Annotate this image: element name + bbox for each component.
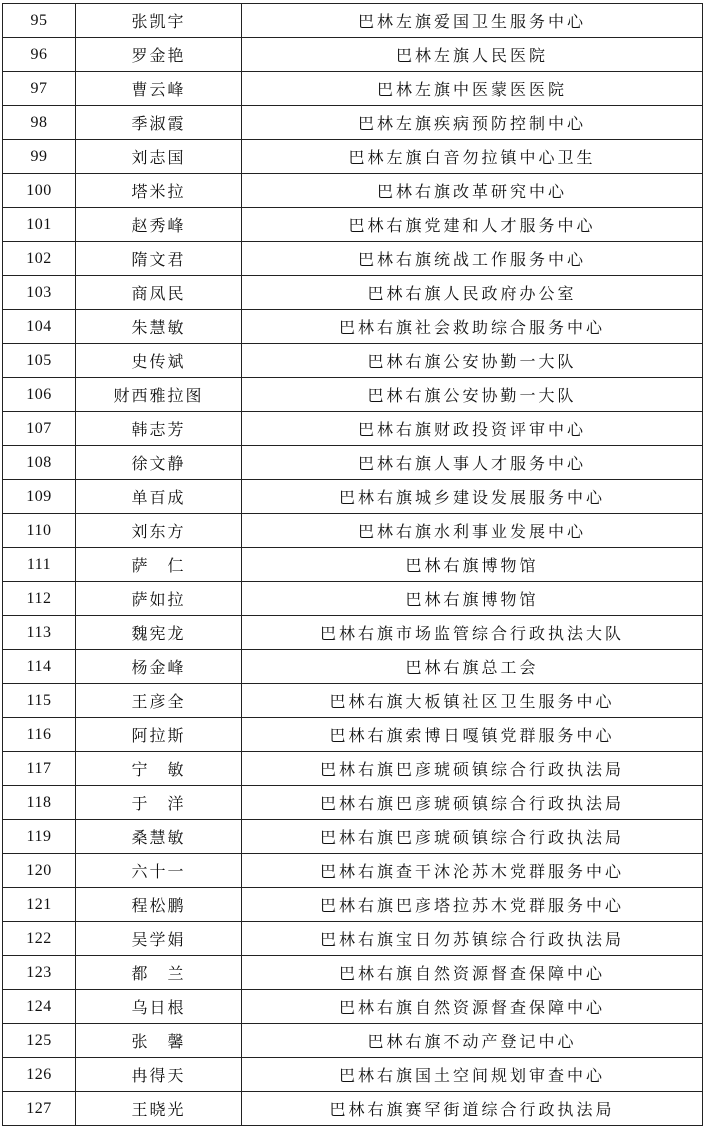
- table-row: [3, 582, 703, 616]
- table-row: [3, 174, 703, 208]
- work-unit-cell: 巴林右旗公安协勤一大队: [242, 344, 703, 378]
- person-name-cell: 单百成: [76, 480, 242, 514]
- person-name-cell: 季淑霞: [76, 106, 242, 140]
- row-number-cell: 111: [3, 548, 76, 582]
- table-row: [3, 38, 703, 72]
- table-row: [3, 854, 703, 888]
- table-row: [3, 72, 703, 106]
- work-unit-cell: 巴林右旗大板镇社区卫生服务中心: [242, 684, 703, 718]
- person-name-cell: 商凤民: [76, 276, 242, 310]
- row-number-cell: 125: [3, 1024, 76, 1058]
- row-number-cell: 113: [3, 616, 76, 650]
- row-number-cell: 126: [3, 1058, 76, 1092]
- work-unit-cell: 巴林左旗白音勿拉镇中心卫生: [242, 140, 703, 174]
- table-row: [3, 752, 703, 786]
- row-number-cell: 115: [3, 684, 76, 718]
- work-unit-cell: 巴林右旗博物馆: [242, 582, 703, 616]
- work-unit-cell: 巴林右旗巴彦琥硕镇综合行政执法局: [242, 786, 703, 820]
- person-name-cell: 刘志国: [76, 140, 242, 174]
- row-number-cell: 96: [3, 38, 76, 72]
- table-row: [3, 344, 703, 378]
- table-row: [3, 922, 703, 956]
- work-unit-cell: 巴林右旗自然资源督查保障中心: [242, 990, 703, 1024]
- person-name-cell: 王彦全: [76, 684, 242, 718]
- row-number-cell: 119: [3, 820, 76, 854]
- table-row: [3, 140, 703, 174]
- row-number-cell: 116: [3, 718, 76, 752]
- work-unit-cell: 巴林右旗博物馆: [242, 548, 703, 582]
- person-name-cell: 史传斌: [76, 344, 242, 378]
- work-unit-cell: 巴林右旗自然资源督查保障中心: [242, 956, 703, 990]
- table-row: [3, 208, 703, 242]
- table-row: [3, 786, 703, 820]
- work-unit-cell: 巴林右旗巴彦琥硕镇综合行政执法局: [242, 752, 703, 786]
- table-row: [3, 514, 703, 548]
- person-name-cell: 隋文君: [76, 242, 242, 276]
- work-unit-cell: 巴林右旗水利事业发展中心: [242, 514, 703, 548]
- table-row: [3, 650, 703, 684]
- row-number-cell: 114: [3, 650, 76, 684]
- person-name-cell: 乌日根: [76, 990, 242, 1024]
- person-name-cell: 张凯宇: [76, 4, 242, 38]
- table-row: [3, 4, 703, 38]
- person-name-cell: 罗金艳: [76, 38, 242, 72]
- row-number-cell: 98: [3, 106, 76, 140]
- table-row: [3, 106, 703, 140]
- work-unit-cell: 巴林右旗查干沐沦苏木党群服务中心: [242, 854, 703, 888]
- person-name-cell: 塔米拉: [76, 174, 242, 208]
- row-number-cell: 124: [3, 990, 76, 1024]
- row-number-cell: 122: [3, 922, 76, 956]
- table-row: [3, 990, 703, 1024]
- table-row: [3, 718, 703, 752]
- work-unit-cell: 巴林右旗人事人才服务中心: [242, 446, 703, 480]
- work-unit-cell: 巴林左旗人民医院: [242, 38, 703, 72]
- roster-table-body: [3, 4, 703, 1126]
- work-unit-cell: 巴林右旗市场监管综合行政执法大队: [242, 616, 703, 650]
- row-number-cell: 104: [3, 310, 76, 344]
- person-name-cell: 吴学娟: [76, 922, 242, 956]
- person-name-cell: 赵秀峰: [76, 208, 242, 242]
- row-number-cell: 112: [3, 582, 76, 616]
- work-unit-cell: 巴林右旗财政投资评审中心: [242, 412, 703, 446]
- person-name-cell: 阿拉斯: [76, 718, 242, 752]
- work-unit-cell: 巴林左旗疾病预防控制中心: [242, 106, 703, 140]
- table-row: [3, 956, 703, 990]
- row-number-cell: 99: [3, 140, 76, 174]
- person-name-cell: 冉得天: [76, 1058, 242, 1092]
- person-name-cell: 都 兰: [76, 956, 242, 990]
- person-name-cell: 宁 敏: [76, 752, 242, 786]
- table-row: [3, 1092, 703, 1126]
- work-unit-cell: 巴林右旗不动产登记中心: [242, 1024, 703, 1058]
- work-unit-cell: 巴林右旗宝日勿苏镇综合行政执法局: [242, 922, 703, 956]
- work-unit-cell: 巴林右旗社会救助综合服务中心: [242, 310, 703, 344]
- row-number-cell: 101: [3, 208, 76, 242]
- row-number-cell: 110: [3, 514, 76, 548]
- work-unit-cell: 巴林右旗人民政府办公室: [242, 276, 703, 310]
- row-number-cell: 108: [3, 446, 76, 480]
- person-name-cell: 王晓光: [76, 1092, 242, 1126]
- table-row: [3, 276, 703, 310]
- person-name-cell: 魏宪龙: [76, 616, 242, 650]
- table-row: [3, 616, 703, 650]
- person-name-cell: 韩志芳: [76, 412, 242, 446]
- person-name-cell: 朱慧敏: [76, 310, 242, 344]
- person-name-cell: 六十一: [76, 854, 242, 888]
- table-row: [3, 1024, 703, 1058]
- row-number-cell: 95: [3, 4, 76, 38]
- person-name-cell: 杨金峰: [76, 650, 242, 684]
- row-number-cell: 103: [3, 276, 76, 310]
- table-row: [3, 412, 703, 446]
- roster-table: [2, 3, 703, 1126]
- person-name-cell: 张 馨: [76, 1024, 242, 1058]
- work-unit-cell: 巴林右旗统战工作服务中心: [242, 242, 703, 276]
- table-row: [3, 446, 703, 480]
- row-number-cell: 106: [3, 378, 76, 412]
- person-name-cell: 萨如拉: [76, 582, 242, 616]
- row-number-cell: 117: [3, 752, 76, 786]
- row-number-cell: 109: [3, 480, 76, 514]
- row-number-cell: 97: [3, 72, 76, 106]
- row-number-cell: 107: [3, 412, 76, 446]
- person-name-cell: 曹云峰: [76, 72, 242, 106]
- row-number-cell: 102: [3, 242, 76, 276]
- work-unit-cell: 巴林右旗公安协勤一大队: [242, 378, 703, 412]
- table-row: [3, 888, 703, 922]
- work-unit-cell: 巴林左旗爱国卫生服务中心: [242, 4, 703, 38]
- table-row: [3, 480, 703, 514]
- table-row: [3, 242, 703, 276]
- work-unit-cell: 巴林右旗党建和人才服务中心: [242, 208, 703, 242]
- work-unit-cell: 巴林右旗赛罕街道综合行政执法局: [242, 1092, 703, 1126]
- row-number-cell: 105: [3, 344, 76, 378]
- person-name-cell: 程松鹏: [76, 888, 242, 922]
- row-number-cell: 120: [3, 854, 76, 888]
- person-name-cell: 徐文静: [76, 446, 242, 480]
- work-unit-cell: 巴林右旗巴彦琥硕镇综合行政执法局: [242, 820, 703, 854]
- person-name-cell: 财西雅拉图: [76, 378, 242, 412]
- row-number-cell: 121: [3, 888, 76, 922]
- person-name-cell: 刘东方: [76, 514, 242, 548]
- work-unit-cell: 巴林右旗国土空间规划审查中心: [242, 1058, 703, 1092]
- work-unit-cell: 巴林右旗索博日嘎镇党群服务中心: [242, 718, 703, 752]
- person-name-cell: 桑慧敏: [76, 820, 242, 854]
- work-unit-cell: 巴林右旗改革研究中心: [242, 174, 703, 208]
- person-name-cell: 萨 仁: [76, 548, 242, 582]
- table-row: [3, 548, 703, 582]
- row-number-cell: 118: [3, 786, 76, 820]
- table-row: [3, 684, 703, 718]
- table-row: [3, 378, 703, 412]
- work-unit-cell: 巴林右旗总工会: [242, 650, 703, 684]
- person-name-cell: 于 洋: [76, 786, 242, 820]
- table-row: [3, 310, 703, 344]
- work-unit-cell: 巴林右旗巴彦塔拉苏木党群服务中心: [242, 888, 703, 922]
- row-number-cell: 100: [3, 174, 76, 208]
- table-row: [3, 820, 703, 854]
- work-unit-cell: 巴林右旗城乡建设发展服务中心: [242, 480, 703, 514]
- row-number-cell: 123: [3, 956, 76, 990]
- row-number-cell: 127: [3, 1092, 76, 1126]
- table-row: [3, 1058, 703, 1092]
- work-unit-cell: 巴林左旗中医蒙医医院: [242, 72, 703, 106]
